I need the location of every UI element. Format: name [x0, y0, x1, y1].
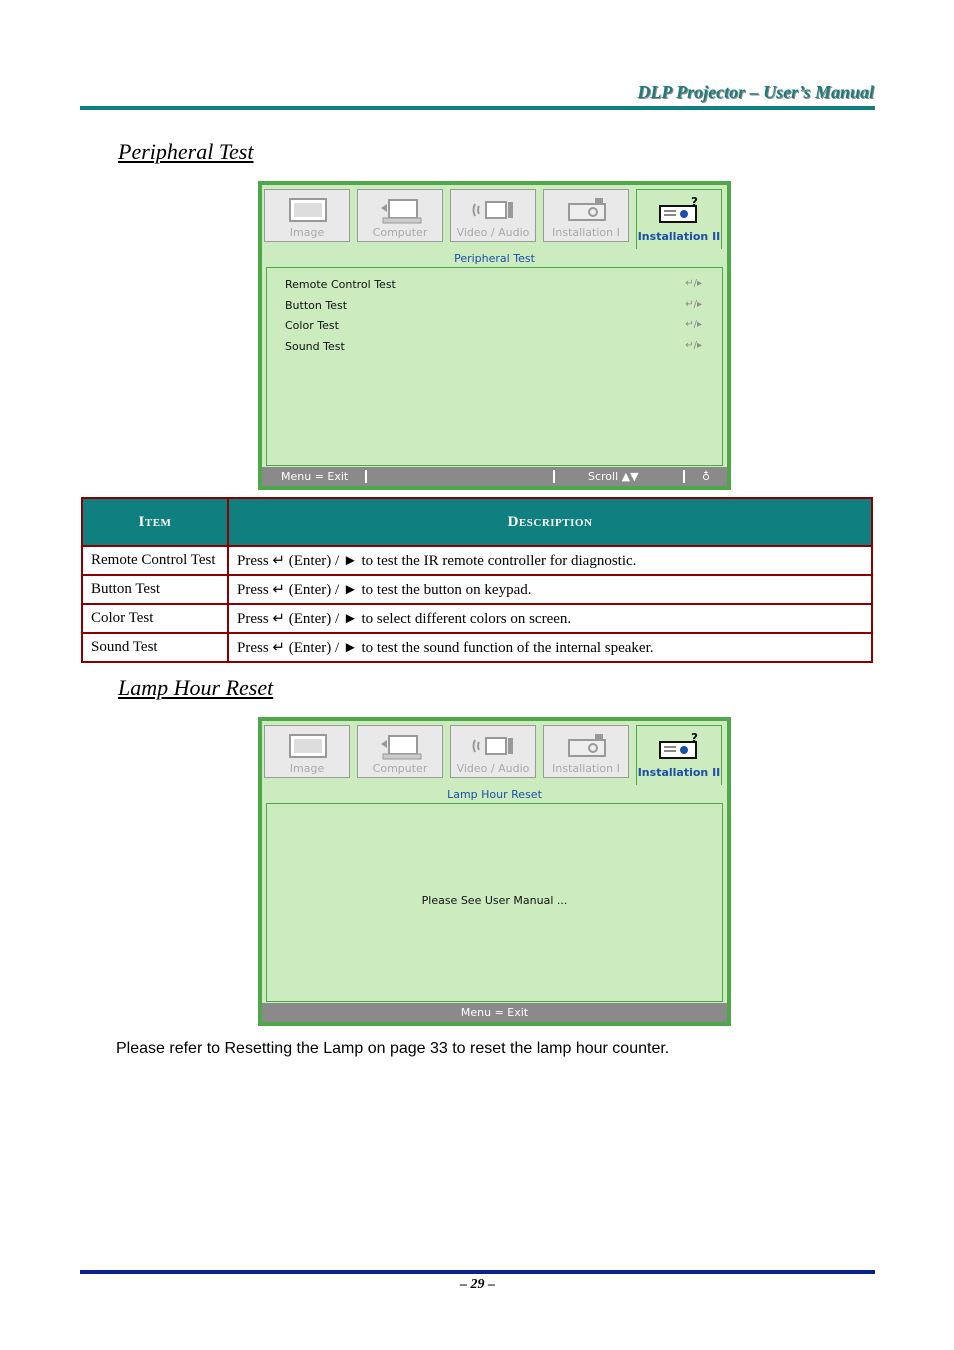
enter-text: (Enter) /	[288, 582, 340, 598]
description-cell	[228, 604, 872, 633]
footer-rule	[80, 1270, 875, 1274]
svg-text:?: ?	[691, 732, 698, 745]
tab-installation-1[interactable]	[543, 189, 629, 242]
body-paragraph: Please refer to Resetting the Lamp on page 33 to reset the lamp hour counter.	[116, 1040, 670, 1057]
tab-installation-1[interactable]	[543, 725, 629, 778]
tab-label: Image	[289, 226, 325, 239]
tab-image[interactable]	[264, 725, 350, 778]
right-arrow-icon: ►	[342, 582, 358, 598]
image-icon	[286, 732, 330, 762]
right-arrow-icon: ►	[342, 553, 358, 569]
section-title-lamp-hour-reset: Lamp Hour Reset	[118, 675, 274, 700]
page-number: – 29 –	[460, 1277, 495, 1292]
item-cell: Button Test	[82, 575, 228, 604]
table-row	[82, 575, 872, 604]
menu-exit-hint: Menu = Exit	[281, 470, 349, 483]
computer-icon	[379, 732, 423, 762]
enter-icon: ↵	[272, 611, 285, 627]
item-cell: Color Test	[82, 604, 228, 633]
bar-separator	[683, 470, 685, 483]
osd-subtitle: Peripheral Test	[454, 252, 535, 265]
press-text: Press	[237, 582, 269, 598]
enter-icon: ↵	[272, 640, 285, 656]
press-text: Press	[237, 611, 269, 627]
enter-right-icon: ↵/▸	[685, 319, 702, 330]
description-text: to test the button on keypad.	[361, 582, 532, 598]
tab-installation-2[interactable]	[636, 725, 722, 785]
tab-installation-2[interactable]	[636, 189, 722, 249]
bar-separator	[553, 470, 555, 483]
bar-separator	[365, 470, 367, 483]
tab-label: Image	[289, 762, 325, 775]
enter-text: (Enter) /	[288, 553, 340, 569]
enter-right-icon: ↵/▸	[685, 299, 702, 310]
tab-video-audio[interactable]	[450, 725, 536, 778]
tab-image[interactable]	[264, 189, 350, 242]
description-cell	[228, 546, 872, 575]
tab-computer[interactable]	[357, 189, 443, 242]
column-header-description: Description	[228, 498, 872, 546]
installation-2-icon	[658, 196, 702, 226]
tab-label: Installation I	[552, 226, 620, 239]
header-rule	[80, 106, 875, 110]
enter-text: (Enter) /	[288, 640, 340, 656]
description-cell	[228, 575, 872, 604]
osd-status-bar	[262, 1003, 727, 1022]
section-title-peripheral-test: Peripheral Test	[118, 139, 254, 164]
installation-1-icon	[565, 732, 609, 762]
column-header-item: Item	[82, 498, 228, 546]
manual-title: DLP Projector – User’s Manual	[637, 82, 874, 102]
tab-label: Computer	[372, 226, 428, 239]
tab-label: Video / Audio	[456, 226, 530, 239]
svg-text:?: ?	[691, 196, 698, 209]
tab-label: Installation I	[552, 762, 620, 775]
description-text: to select different colors on screen.	[361, 611, 572, 627]
osd-item-panel	[266, 267, 723, 466]
press-text: Press	[237, 553, 269, 569]
osd-message-panel	[266, 803, 723, 1002]
press-text: Press	[237, 640, 269, 656]
table-row	[82, 546, 872, 575]
enter-icon: ↵	[272, 582, 285, 598]
item-cell: Remote Control Test	[82, 546, 228, 575]
lamp-icon: ♁	[702, 470, 711, 483]
computer-icon	[379, 196, 423, 226]
right-arrow-icon: ►	[342, 640, 358, 656]
table-row	[82, 633, 872, 662]
tab-label: Installation II	[637, 230, 721, 243]
right-arrow-icon: ►	[342, 611, 358, 627]
tab-label: Computer	[372, 762, 428, 775]
installation-1-icon	[565, 196, 609, 226]
image-icon	[286, 196, 330, 226]
table-row	[82, 604, 872, 633]
video-audio-icon	[472, 196, 516, 226]
user-manual-message: Please See User Manual ...	[421, 894, 568, 907]
menu-item-remote-control-test[interactable]: Remote Control Test	[285, 278, 396, 291]
tab-label: Installation II	[637, 766, 721, 779]
menu-exit-hint: Menu = Exit	[460, 1006, 529, 1019]
osd-subtitle: Lamp Hour Reset	[447, 788, 542, 801]
video-audio-icon	[472, 732, 516, 762]
tab-computer[interactable]	[357, 725, 443, 778]
enter-icon: ↵	[272, 553, 285, 569]
osd-peripheral-test	[258, 181, 731, 490]
scroll-hint: Scroll ▲▼	[588, 470, 639, 483]
menu-item-sound-test[interactable]: Sound Test	[285, 340, 345, 353]
item-cell: Sound Test	[82, 633, 228, 662]
description-text: to test the IR remote controller for diagnostic.	[361, 553, 637, 569]
installation-2-icon	[658, 732, 702, 762]
description-table	[81, 497, 873, 663]
osd-status-bar	[262, 467, 727, 486]
enter-right-icon: ↵/▸	[685, 278, 702, 289]
tab-video-audio[interactable]	[450, 189, 536, 242]
description-cell	[228, 633, 872, 662]
menu-item-color-test[interactable]: Color Test	[285, 319, 339, 332]
osd-lamp-hour-reset	[258, 717, 731, 1026]
tab-label: Video / Audio	[456, 762, 530, 775]
table-header-row	[82, 498, 872, 546]
description-text: to test the sound function of the internal speaker.	[361, 640, 654, 656]
enter-text: (Enter) /	[288, 611, 340, 627]
enter-right-icon: ↵/▸	[685, 340, 702, 351]
menu-item-button-test[interactable]: Button Test	[285, 299, 348, 312]
